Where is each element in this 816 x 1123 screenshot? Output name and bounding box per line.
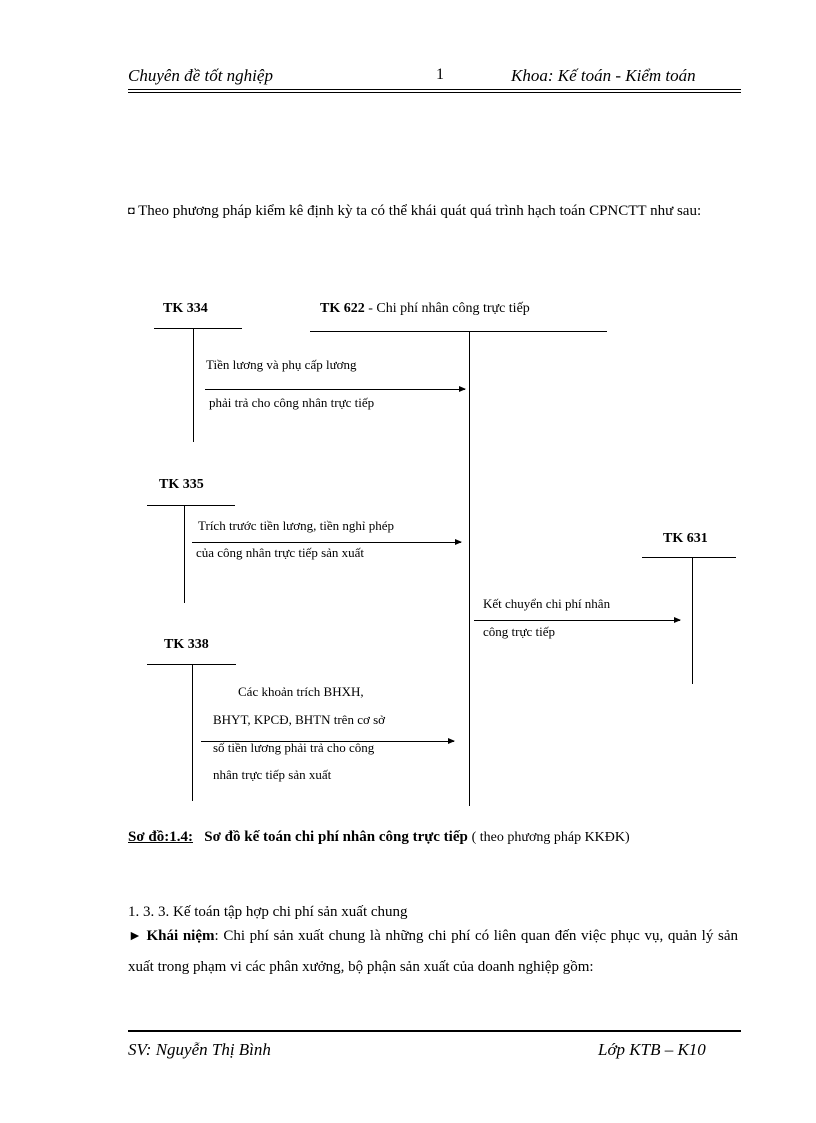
header-rule-bottom [128, 92, 741, 93]
definition-paragraph [128, 921, 738, 983]
diagram-caption [128, 829, 630, 846]
caption-label: Sơ đồ:1.4: [128, 829, 193, 845]
flow4-line2: BHYT, KPCĐ, BHTN trên cơ sở [213, 712, 386, 727]
flow1-arrow [205, 389, 465, 390]
flow2-line2: của công nhân trực tiếp sản xuất [196, 545, 365, 560]
tk622-label [320, 301, 530, 317]
flow1-line1: Tiền lương và phụ cấp lương [206, 357, 357, 372]
footer-rule [128, 1030, 741, 1032]
flow4-line4: nhân trực tiếp sản xuất [213, 767, 332, 782]
definition-text: : Chi phí sản xuất chung là những chi phí có liên quan đến việc phục vụ, quản lý sản xuất trong phạm vi các phân xưởng, bộ phận sản xuất của doanh nghiệp gồm: [128, 928, 738, 975]
flow3-line2: công trực tiếp [483, 624, 556, 639]
tk335-vline [184, 506, 185, 603]
tk622-code: TK 622 [320, 301, 365, 316]
header-right: Khoa: Kế toán - Kiểm toán [511, 66, 696, 85]
flow2-line1: Trích trước tiền lương, tiền nghỉ phép [198, 518, 394, 533]
header-left: Chuyên đề tốt nghiệp [128, 66, 273, 85]
flow4-line3: số tiền lương phải trả cho công [213, 740, 375, 755]
section-heading: 1. 3. 3. Kế toán tập hợp chi phí sản xuất chung [128, 904, 408, 920]
tk631-label: TK 631 [663, 531, 708, 546]
flow3-line1: Kết chuyển chi phí nhân [483, 596, 611, 611]
tk335-label: TK 335 [159, 477, 204, 492]
caption-note: ( theo phương pháp KKĐK) [471, 830, 630, 845]
definition-term: Khái niệm [146, 928, 215, 944]
flow2-arrow [192, 542, 461, 543]
tk338-vline [192, 665, 193, 801]
tk622-vline [469, 331, 470, 806]
header-rule-top [128, 89, 741, 90]
bullet-icon: ◘ [128, 205, 135, 217]
tk338-label: TK 338 [164, 637, 209, 652]
tk622-name: - Chi phí nhân công trực tiếp [368, 301, 530, 316]
marker-icon: ► [128, 929, 142, 944]
flow3-arrow [474, 620, 680, 621]
tk334-label: TK 334 [163, 301, 208, 316]
tk335-hline [147, 505, 235, 506]
intro-text: Theo phương pháp kiểm kê định kỳ ta có thể khái quát quá trình hạch toán CPNCTT như sau: [138, 203, 702, 219]
flow4-line1: Các khoản trích BHXH, [238, 684, 364, 699]
tk334-hline [154, 328, 242, 329]
tk631-vline [692, 558, 693, 684]
footer-right: Lớp KTB – K10 [598, 1040, 706, 1059]
page-number: 1 [436, 66, 444, 83]
footer-left: SV: Nguyễn Thị Bình [128, 1040, 271, 1059]
flow1-line2: phải trả cho công nhân trực tiếp [209, 395, 375, 410]
tk631-hline [642, 557, 736, 558]
tk334-vline [193, 329, 194, 442]
tk622-hline [310, 331, 607, 332]
caption-title: Sơ đồ kế toán chi phí nhân công trực tiếp [204, 829, 468, 845]
intro-paragraph [128, 196, 738, 227]
